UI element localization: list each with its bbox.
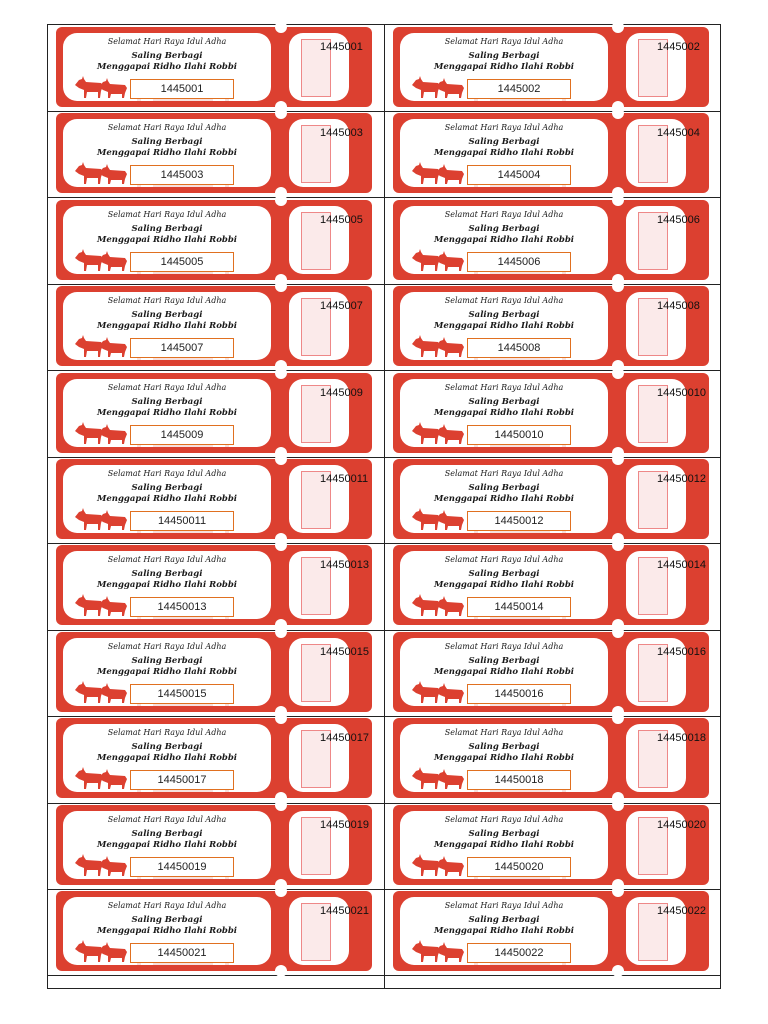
tagline-text: Saling Berbagi (131, 310, 203, 321)
coupon-number: 1445008 (467, 338, 571, 358)
tagline-text: Menggapai Ridho Ilahi Robbi (96, 407, 237, 418)
greeting-text: Selamat Hari Raya Idul Adha (107, 123, 227, 133)
coupon-main-panel (400, 33, 608, 101)
perforation-notch (275, 367, 287, 379)
qurban-coupon (56, 805, 372, 885)
coupon-sheet (47, 24, 721, 989)
coupon-main-panel (63, 33, 271, 101)
coupon-number: 14450011 (130, 511, 234, 531)
coupon-number: 14450020 (467, 857, 571, 877)
coupon-main-panel (400, 551, 608, 619)
stub-number: 14450017 (320, 732, 369, 745)
greeting-text: Selamat Hari Raya Idul Adha (107, 209, 227, 219)
greeting-text: Selamat Hari Raya Idul Adha (107, 37, 227, 46)
coupon-main-panel (400, 379, 608, 447)
coupon-main-panel (63, 206, 271, 274)
stub-number: 14450022 (657, 905, 706, 917)
stub-number: 14450021 (320, 905, 369, 917)
greeting-text: Selamat Hari Raya Idul Adha (444, 296, 564, 306)
coupon-number: 14450015 (130, 684, 234, 704)
coupon-number: 14450016 (467, 684, 571, 704)
greeting-text: Selamat Hari Raya Idul Adha (444, 469, 564, 478)
stub-number: 1445001 (320, 41, 363, 53)
tagline-text: Menggapai Ridho Ilahi Robbi (433, 580, 574, 591)
tagline-text: Menggapai Ridho Ilahi Robbi (433, 407, 574, 418)
stub-number: 14450020 (657, 818, 706, 831)
tagline-text: Menggapai Ridho Ilahi Robbi (96, 926, 237, 936)
coupon-main-panel (400, 638, 608, 706)
tagline-text: Saling Berbagi (468, 569, 540, 580)
coupon-number: 1445009 (130, 425, 234, 445)
goat-icon (410, 853, 472, 877)
perforation-notch (612, 965, 624, 977)
perforation-notch (612, 367, 624, 379)
goat-icon (410, 161, 472, 185)
goat-icon (73, 939, 135, 963)
goat-icon (73, 161, 135, 185)
qurban-coupon (56, 27, 372, 107)
perforation-notch (612, 885, 624, 897)
stub-number: 14450015 (320, 645, 369, 658)
perforation-notch (275, 712, 287, 724)
qurban-coupon (56, 113, 372, 193)
coupon-number: 1445003 (130, 165, 234, 185)
column-divider (384, 24, 385, 989)
qurban-coupon (393, 632, 709, 712)
qurban-coupon (56, 545, 372, 625)
tagline-text: Saling Berbagi (131, 655, 203, 666)
tagline-text: Saling Berbagi (131, 569, 203, 580)
coupon-number: 1445007 (130, 338, 234, 358)
tagline-text: Menggapai Ridho Ilahi Robbi (96, 666, 237, 677)
coupon-main-panel (400, 465, 608, 533)
goat-icon (73, 248, 135, 272)
goat-icon (410, 507, 472, 531)
tagline-text: Menggapai Ridho Ilahi Robbi (433, 321, 574, 332)
tagline-text: Saling Berbagi (468, 310, 540, 321)
greeting-text: Selamat Hari Raya Idul Adha (107, 728, 227, 738)
perforation-notch (275, 799, 287, 811)
goat-icon (410, 334, 472, 358)
coupon-number: 1445004 (467, 165, 571, 185)
goat-icon (410, 939, 472, 963)
tagline-text: Saling Berbagi (468, 655, 540, 666)
coupon-number: 14450017 (130, 770, 234, 790)
goat-icon (410, 680, 472, 704)
greeting-text: Selamat Hari Raya Idul Adha (107, 901, 227, 910)
perforation-notch (275, 885, 287, 897)
stub-number: 1445006 (657, 213, 700, 226)
coupon-main-panel (63, 811, 271, 879)
coupon-number: 14450013 (130, 597, 234, 617)
goat-icon (73, 593, 135, 617)
qurban-coupon (393, 200, 709, 280)
coupon-number: 14450022 (467, 943, 571, 963)
perforation-notch (612, 799, 624, 811)
coupon-main-panel (400, 724, 608, 792)
greeting-text: Selamat Hari Raya Idul Adha (107, 555, 227, 565)
greeting-text: Selamat Hari Raya Idul Adha (107, 469, 227, 478)
coupon-number: 14450021 (130, 943, 234, 963)
coupon-number: 14450019 (130, 857, 234, 877)
tagline-text: Saling Berbagi (468, 51, 540, 61)
goat-icon (410, 421, 472, 445)
tagline-text: Menggapai Ridho Ilahi Robbi (433, 148, 574, 159)
coupon-main-panel (63, 292, 271, 360)
perforation-notch (612, 280, 624, 292)
qurban-coupon (56, 200, 372, 280)
coupon-main-panel (400, 206, 608, 274)
perforation-notch (612, 453, 624, 465)
goat-icon (73, 766, 135, 790)
greeting-text: Selamat Hari Raya Idul Adha (107, 382, 227, 392)
stub-number: 14450018 (657, 732, 706, 745)
perforation-notch (275, 21, 287, 33)
perforation-notch (275, 453, 287, 465)
tagline-text: Saling Berbagi (468, 223, 540, 234)
stub-number: 14450010 (657, 386, 706, 399)
tagline-text: Menggapai Ridho Ilahi Robbi (96, 321, 237, 332)
goat-icon (73, 680, 135, 704)
tagline-text: Saling Berbagi (468, 396, 540, 407)
stub-number: 1445002 (657, 41, 700, 53)
perforation-notch (612, 21, 624, 33)
perforation-notch (612, 712, 624, 724)
stub-number: 14450016 (657, 645, 706, 658)
goat-icon (73, 75, 135, 99)
coupon-main-panel (63, 119, 271, 187)
perforation-notch (275, 280, 287, 292)
qurban-coupon (56, 459, 372, 539)
coupon-number: 14450014 (467, 597, 571, 617)
tagline-text: Menggapai Ridho Ilahi Robbi (433, 62, 574, 72)
coupon-main-panel (63, 551, 271, 619)
greeting-text: Selamat Hari Raya Idul Adha (444, 209, 564, 219)
tagline-text: Menggapai Ridho Ilahi Robbi (96, 580, 237, 591)
qurban-coupon (56, 632, 372, 712)
greeting-text: Selamat Hari Raya Idul Adha (444, 123, 564, 133)
coupon-number: 1445005 (130, 252, 234, 272)
stub-number: 1445009 (320, 386, 363, 399)
greeting-text: Selamat Hari Raya Idul Adha (107, 641, 227, 651)
perforation-notch (275, 194, 287, 206)
stub-number: 1445008 (657, 300, 700, 313)
perforation-notch (612, 626, 624, 638)
tagline-text: Menggapai Ridho Ilahi Robbi (96, 839, 237, 850)
coupon-number: 1445002 (467, 79, 571, 99)
tagline-text: Saling Berbagi (131, 223, 203, 234)
tagline-text: Saling Berbagi (131, 483, 203, 493)
stub-number: 1445005 (320, 213, 363, 226)
stub-number: 1445004 (657, 127, 700, 140)
tagline-text: Menggapai Ridho Ilahi Robbi (433, 234, 574, 245)
coupon-number: 14450012 (467, 511, 571, 531)
tagline-text: Menggapai Ridho Ilahi Robbi (433, 839, 574, 850)
tagline-text: Menggapai Ridho Ilahi Robbi (96, 62, 237, 72)
coupon-number: 14450010 (467, 425, 571, 445)
tagline-text: Saling Berbagi (131, 137, 203, 148)
tagline-text: Saling Berbagi (468, 742, 540, 753)
coupon-number: 1445001 (130, 79, 234, 99)
greeting-text: Selamat Hari Raya Idul Adha (444, 555, 564, 565)
coupon-number: 1445006 (467, 252, 571, 272)
qurban-coupon (56, 286, 372, 366)
greeting-text: Selamat Hari Raya Idul Adha (444, 37, 564, 46)
tagline-text: Menggapai Ridho Ilahi Robbi (96, 148, 237, 159)
qurban-coupon (56, 718, 372, 798)
qurban-coupon (56, 891, 372, 971)
qurban-coupon (393, 805, 709, 885)
coupon-main-panel (63, 638, 271, 706)
perforation-notch (612, 107, 624, 119)
stub-number: 1445007 (320, 300, 363, 313)
greeting-text: Selamat Hari Raya Idul Adha (444, 901, 564, 910)
tagline-text: Saling Berbagi (131, 915, 203, 925)
perforation-notch (612, 194, 624, 206)
tagline-text: Saling Berbagi (468, 915, 540, 925)
coupon-main-panel (63, 465, 271, 533)
qurban-coupon (393, 113, 709, 193)
qurban-coupon (393, 891, 709, 971)
qurban-coupon (56, 373, 372, 453)
goat-icon (410, 593, 472, 617)
stub-number: 14450011 (320, 473, 369, 485)
greeting-text: Selamat Hari Raya Idul Adha (444, 728, 564, 738)
tagline-text: Menggapai Ridho Ilahi Robbi (433, 494, 574, 504)
perforation-notch (275, 539, 287, 551)
goat-icon (410, 75, 472, 99)
stub-number: 14450013 (320, 559, 369, 572)
perforation-notch (612, 539, 624, 551)
qurban-coupon (393, 718, 709, 798)
coupon-main-panel (400, 811, 608, 879)
tagline-text: Saling Berbagi (468, 137, 540, 148)
goat-icon (410, 248, 472, 272)
stub-number: 1445003 (320, 127, 363, 140)
tagline-text: Menggapai Ridho Ilahi Robbi (96, 753, 237, 764)
qurban-coupon (393, 373, 709, 453)
qurban-coupon (393, 286, 709, 366)
tagline-text: Saling Berbagi (131, 396, 203, 407)
tagline-text: Saling Berbagi (131, 742, 203, 753)
greeting-text: Selamat Hari Raya Idul Adha (107, 296, 227, 306)
tagline-text: Saling Berbagi (468, 828, 540, 839)
coupon-main-panel (400, 119, 608, 187)
coupon-number: 14450018 (467, 770, 571, 790)
goat-icon (73, 507, 135, 531)
tagline-text: Saling Berbagi (468, 483, 540, 493)
qurban-coupon (393, 459, 709, 539)
goat-icon (73, 421, 135, 445)
coupon-main-panel (63, 724, 271, 792)
tagline-text: Menggapai Ridho Ilahi Robbi (96, 234, 237, 245)
perforation-notch (275, 965, 287, 977)
tagline-text: Menggapai Ridho Ilahi Robbi (96, 494, 237, 504)
qurban-coupon (393, 27, 709, 107)
tagline-text: Menggapai Ridho Ilahi Robbi (433, 753, 574, 764)
tagline-text: Saling Berbagi (131, 828, 203, 839)
qurban-coupon (393, 545, 709, 625)
goat-icon (410, 766, 472, 790)
coupon-main-panel (400, 897, 608, 965)
greeting-text: Selamat Hari Raya Idul Adha (444, 641, 564, 651)
stub-number: 14450019 (320, 818, 369, 831)
stub-number: 14450014 (657, 559, 706, 572)
coupon-main-panel (400, 292, 608, 360)
coupon-main-panel (63, 897, 271, 965)
tagline-text: Menggapai Ridho Ilahi Robbi (433, 666, 574, 677)
greeting-text: Selamat Hari Raya Idul Adha (107, 814, 227, 824)
tagline-text: Saling Berbagi (131, 51, 203, 61)
greeting-text: Selamat Hari Raya Idul Adha (444, 382, 564, 392)
coupon-main-panel (63, 379, 271, 447)
greeting-text: Selamat Hari Raya Idul Adha (444, 814, 564, 824)
perforation-notch (275, 626, 287, 638)
goat-icon (73, 853, 135, 877)
goat-icon (73, 334, 135, 358)
stub-number: 14450012 (657, 473, 706, 485)
perforation-notch (275, 107, 287, 119)
tagline-text: Menggapai Ridho Ilahi Robbi (433, 926, 574, 936)
